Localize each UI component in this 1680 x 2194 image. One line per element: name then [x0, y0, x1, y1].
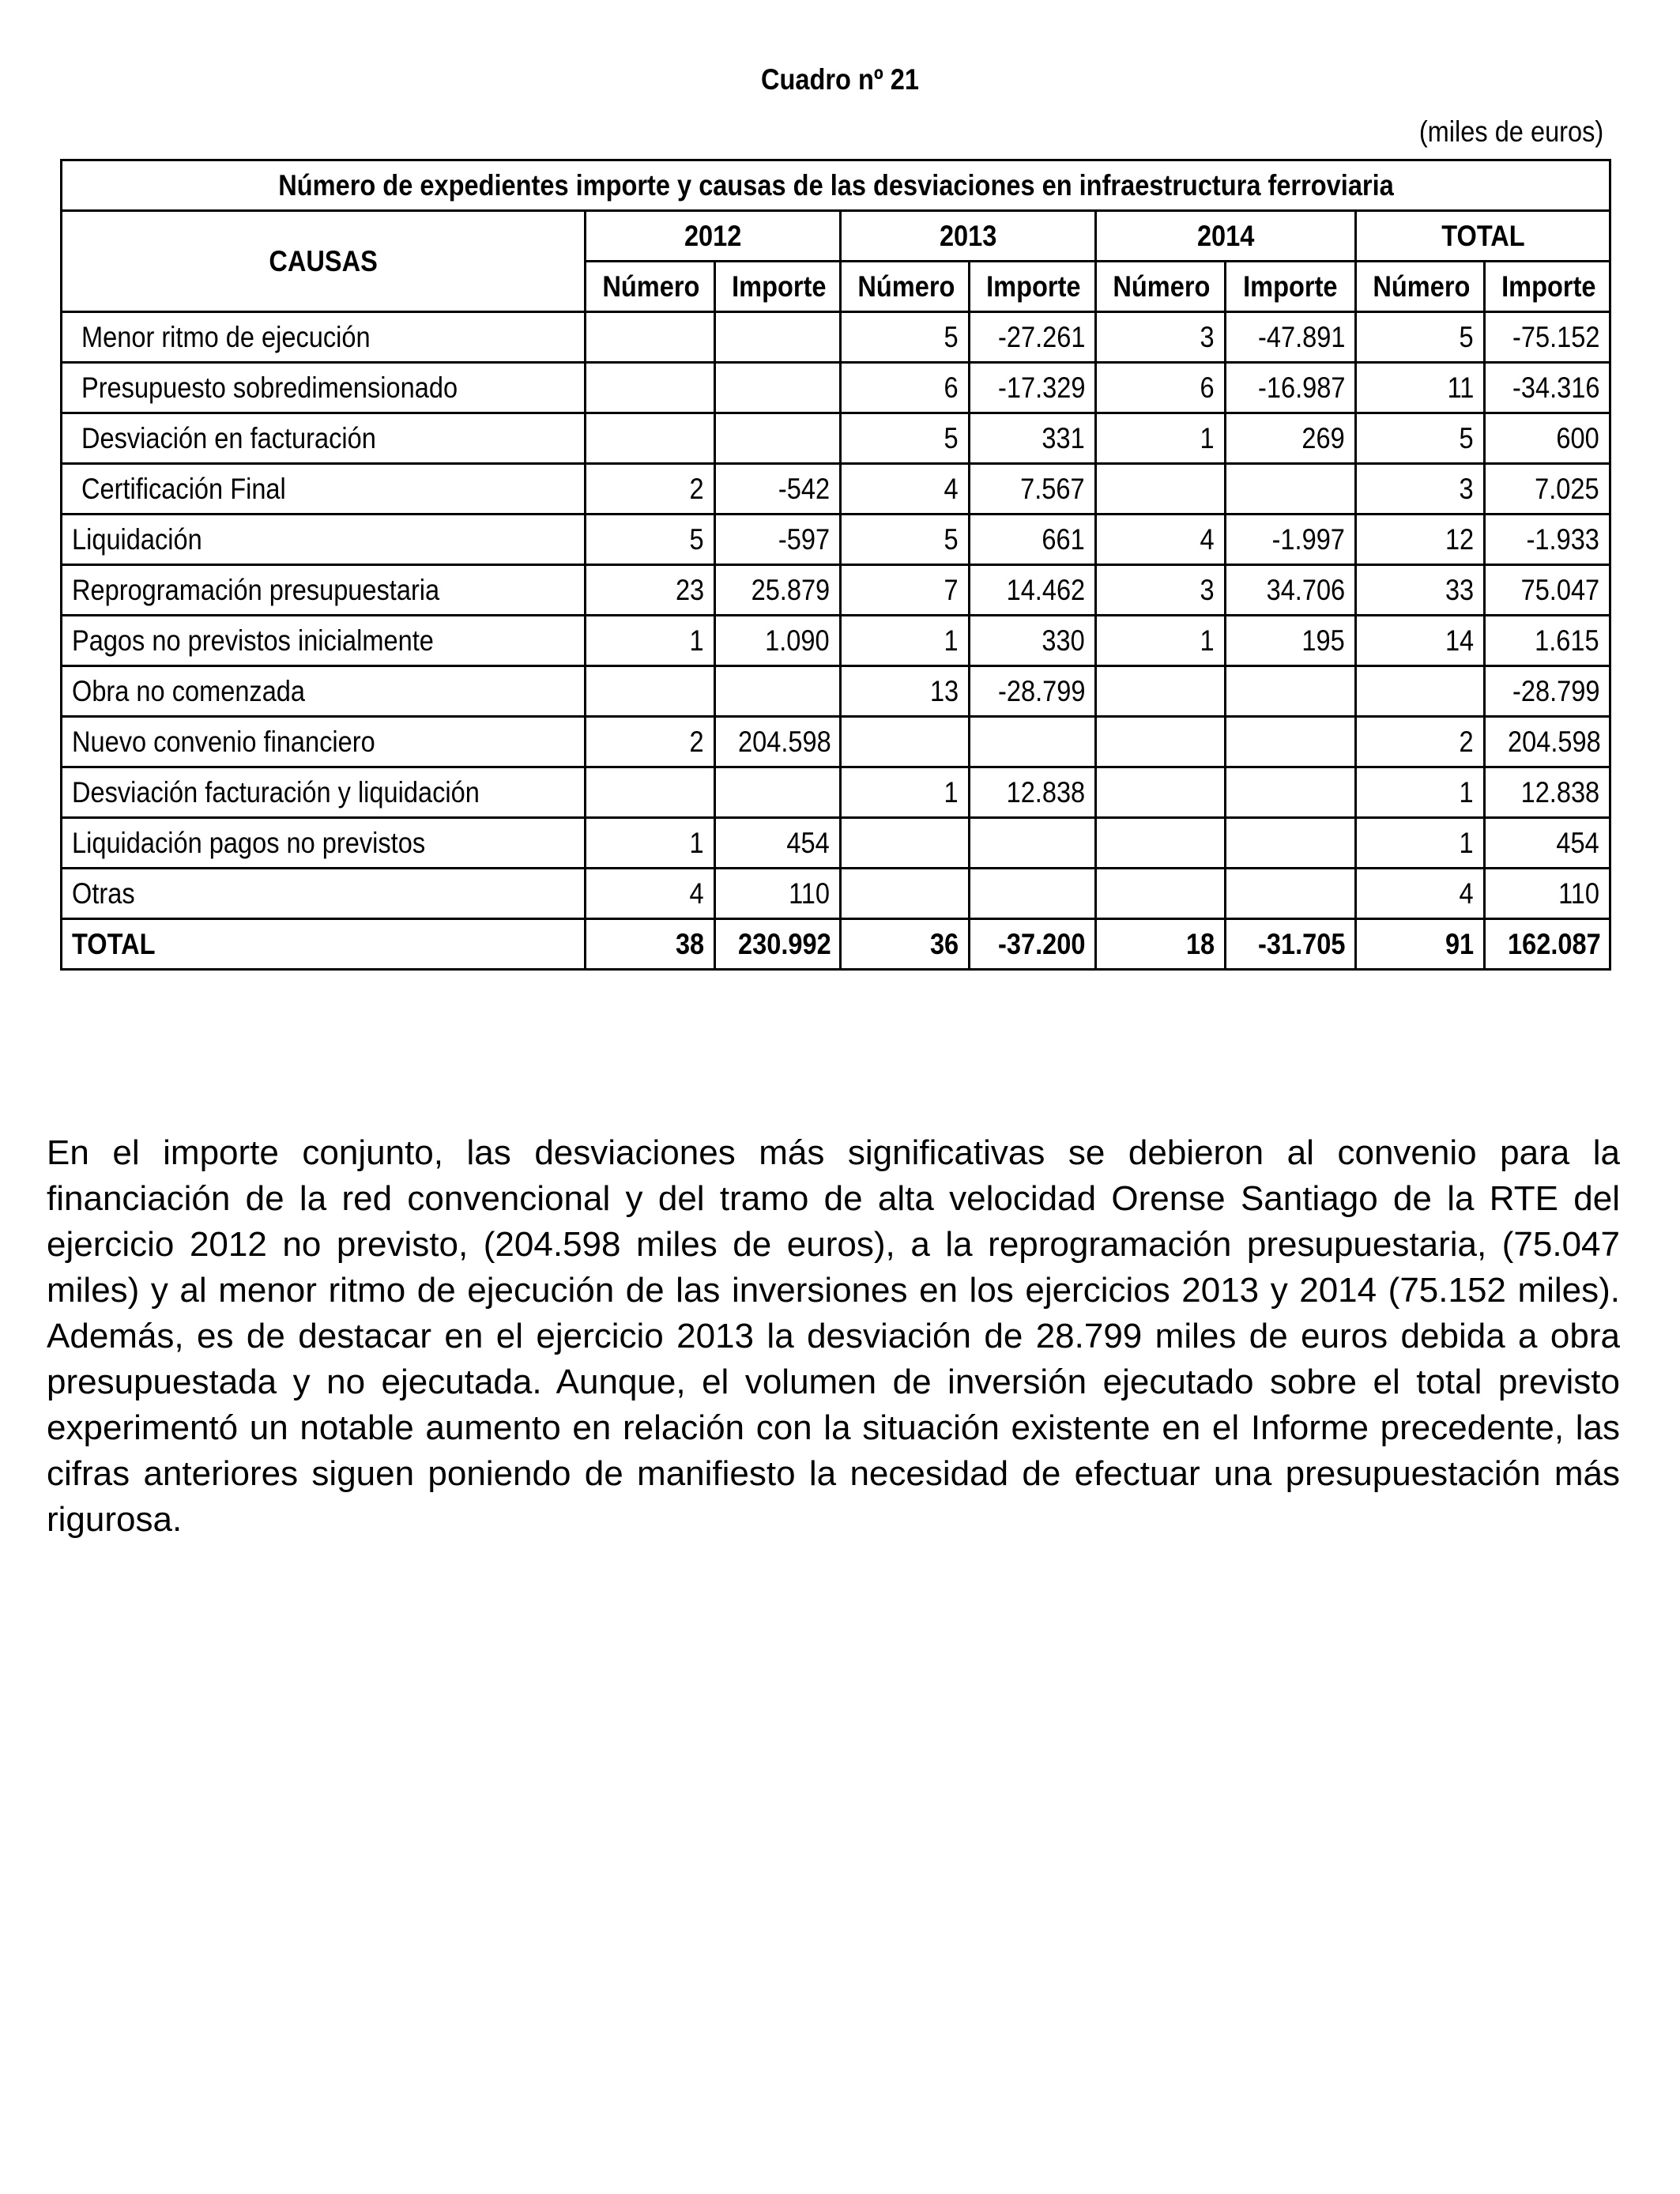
numero-cell — [1096, 464, 1226, 515]
importe-cell — [1226, 717, 1356, 767]
importe-cell: -28.799 — [1485, 666, 1610, 717]
table-caption: Cuadro nº 21 — [760, 63, 920, 96]
importe-cell: 110 — [715, 869, 841, 919]
year-header: 2014 — [1096, 211, 1356, 262]
numero-cell: 4 — [586, 869, 715, 919]
numero-cell: 11 — [1356, 363, 1485, 413]
numero-cell: 1 — [586, 616, 715, 666]
numero-cell — [586, 413, 715, 464]
total-header: TOTAL — [1356, 211, 1610, 262]
row-label: Desviación facturación y liquidación — [62, 767, 586, 818]
numero-subheader: Número — [586, 262, 715, 312]
row-label: Nuevo convenio financiero — [62, 717, 586, 767]
numero-cell: 33 — [1356, 565, 1485, 616]
numero-subheader: Número — [841, 262, 970, 312]
numero-cell — [1096, 818, 1226, 869]
importe-cell: 269 — [1226, 413, 1356, 464]
numero-cell: 1 — [1356, 767, 1485, 818]
importe-cell: 34.706 — [1226, 565, 1356, 616]
numero-cell: 2 — [586, 717, 715, 767]
importe-cell — [1226, 464, 1356, 515]
row-label: Certificación Final — [62, 464, 586, 515]
numero-cell: 4 — [841, 464, 970, 515]
importe-cell — [1226, 869, 1356, 919]
numero-cell — [841, 717, 970, 767]
importe-cell: 7.025 — [1485, 464, 1610, 515]
numero-cell: 4 — [1356, 869, 1485, 919]
importe-cell: -75.152 — [1485, 312, 1610, 363]
numero-cell: 5 — [841, 515, 970, 565]
numero-cell — [586, 666, 715, 717]
importe-cell — [1226, 666, 1356, 717]
total-row — [62, 919, 1610, 970]
body-paragraph — [47, 1130, 1620, 1543]
numero-cell: 5 — [586, 515, 715, 565]
numero-cell: 2 — [586, 464, 715, 515]
table-row — [62, 464, 1610, 515]
numero-cell — [1096, 717, 1226, 767]
importe-cell: -37.200 — [970, 919, 1096, 970]
table-row — [62, 312, 1610, 363]
table-row — [62, 413, 1610, 464]
importe-cell: 75.047 — [1485, 565, 1610, 616]
importe-subheader: Importe — [715, 262, 841, 312]
numero-cell: 4 — [1096, 515, 1226, 565]
row-label: Pagos no previstos inicialmente — [62, 616, 586, 666]
importe-cell — [1226, 818, 1356, 869]
numero-cell: 1 — [586, 818, 715, 869]
table-row — [62, 767, 1610, 818]
numero-cell: 38 — [586, 919, 715, 970]
numero-cell: 6 — [841, 363, 970, 413]
importe-subheader: Importe — [970, 262, 1096, 312]
numero-cell: 5 — [1356, 413, 1485, 464]
row-label: Reprogramación presupuestaria — [62, 565, 586, 616]
table-body — [62, 312, 1610, 970]
row-label: TOTAL — [62, 919, 586, 970]
table-row — [62, 515, 1610, 565]
numero-cell — [1096, 869, 1226, 919]
importe-cell — [715, 666, 841, 717]
numero-cell: 5 — [841, 312, 970, 363]
table-row — [62, 565, 1610, 616]
numero-cell: 5 — [841, 413, 970, 464]
importe-cell — [715, 767, 841, 818]
importe-cell: 204.598 — [715, 717, 841, 767]
row-label: Presupuesto sobredimensionado — [62, 363, 586, 413]
importe-cell: 7.567 — [970, 464, 1096, 515]
row-label: Menor ritmo de ejecución — [62, 312, 586, 363]
importe-cell: -17.329 — [970, 363, 1096, 413]
importe-cell: -597 — [715, 515, 841, 565]
numero-cell: 14 — [1356, 616, 1485, 666]
importe-cell — [970, 717, 1096, 767]
numero-cell: 7 — [841, 565, 970, 616]
importe-cell: 14.462 — [970, 565, 1096, 616]
importe-subheader: Importe — [1226, 262, 1356, 312]
importe-cell: 454 — [715, 818, 841, 869]
numero-cell — [586, 363, 715, 413]
table-row — [62, 616, 1610, 666]
numero-cell: 13 — [841, 666, 970, 717]
importe-cell — [1226, 767, 1356, 818]
importe-cell — [715, 312, 841, 363]
numero-cell — [1096, 666, 1226, 717]
numero-cell: 36 — [841, 919, 970, 970]
importe-cell: 204.598 — [1485, 717, 1610, 767]
numero-cell: 3 — [1096, 312, 1226, 363]
importe-cell: -16.987 — [1226, 363, 1356, 413]
importe-cell: -27.261 — [970, 312, 1096, 363]
numero-cell: 1 — [1096, 616, 1226, 666]
row-label: Liquidación pagos no previstos — [62, 818, 586, 869]
numero-cell — [1096, 767, 1226, 818]
units-note: (miles de euros) — [1418, 115, 1603, 148]
table-row — [62, 717, 1610, 767]
numero-cell: 2 — [1356, 717, 1485, 767]
row-label: Desviación en facturación — [62, 413, 586, 464]
numero-subheader: Número — [1096, 262, 1226, 312]
numero-cell — [841, 869, 970, 919]
numero-cell: 1 — [1356, 818, 1485, 869]
numero-cell: 5 — [1356, 312, 1485, 363]
numero-cell: 1 — [1096, 413, 1226, 464]
numero-cell — [586, 312, 715, 363]
numero-cell: 12 — [1356, 515, 1485, 565]
importe-cell: 12.838 — [970, 767, 1096, 818]
importe-cell: 1.090 — [715, 616, 841, 666]
table-row — [62, 869, 1610, 919]
numero-cell: 6 — [1096, 363, 1226, 413]
row-label: Obra no comenzada — [62, 666, 586, 717]
numero-cell: 3 — [1096, 565, 1226, 616]
numero-cell — [586, 767, 715, 818]
importe-cell: -1.997 — [1226, 515, 1356, 565]
numero-cell: 1 — [841, 767, 970, 818]
importe-cell: 330 — [970, 616, 1096, 666]
importe-cell: -47.891 — [1226, 312, 1356, 363]
row-label: Liquidación — [62, 515, 586, 565]
paragraph-text: En el importe conjunto, las desviaciones más significativas se debieron al convenio para la financiación de la red convencional y del tramo de alta velocidad Orense Santiago de la RTE del ejercicio 2012 no previsto, (204.598 miles de euros), a la reprogramación presupuestaria, (75.047 miles) y al menor ritmo de ejecución de las inversiones en los ejercicios 2013 y 2014 (75.152 miles). Además, es de destacar en el ejercicio 2013 la desviación de 28.799 miles de euros debida a obra presupuestada y no ejecutada. Aunque, el volumen de inversión ejecutado sobre el total previsto experimentó un notable aumento en relación con la situación existente en el Informe precedente, las cifras anteriores siguen poniendo de manifiesto la necesidad de efectuar una presupuestación más rigurosa. — [47, 1133, 1620, 1539]
importe-cell — [715, 413, 841, 464]
importe-cell: 661 — [970, 515, 1096, 565]
row-label: Otras — [62, 869, 586, 919]
numero-cell: 1 — [841, 616, 970, 666]
importe-cell: 195 — [1226, 616, 1356, 666]
table-row — [62, 666, 1610, 717]
importe-cell — [970, 869, 1096, 919]
numero-cell: 91 — [1356, 919, 1485, 970]
numero-subheader: Número — [1356, 262, 1485, 312]
table-title: Número de expedientes importe y causas de las desviaciones en infraestructura ferroviaria — [62, 160, 1610, 211]
importe-cell: 454 — [1485, 818, 1610, 869]
importe-cell: -542 — [715, 464, 841, 515]
importe-cell: -34.316 — [1485, 363, 1610, 413]
table-row — [62, 818, 1610, 869]
importe-cell: 600 — [1485, 413, 1610, 464]
table-row — [62, 363, 1610, 413]
importe-cell — [715, 363, 841, 413]
numero-cell: 3 — [1356, 464, 1485, 515]
numero-cell: 23 — [586, 565, 715, 616]
year-header: 2012 — [586, 211, 841, 262]
numero-cell — [1356, 666, 1485, 717]
importe-cell: -1.933 — [1485, 515, 1610, 565]
importe-cell: 110 — [1485, 869, 1610, 919]
deviations-table — [60, 159, 1611, 971]
importe-cell — [970, 818, 1096, 869]
importe-cell: 230.992 — [715, 919, 841, 970]
importe-cell: -28.799 — [970, 666, 1096, 717]
causas-header: CAUSAS — [62, 211, 586, 312]
numero-cell: 18 — [1096, 919, 1226, 970]
importe-cell: -31.705 — [1226, 919, 1356, 970]
importe-subheader: Importe — [1485, 262, 1610, 312]
importe-cell: 1.615 — [1485, 616, 1610, 666]
year-header: 2013 — [841, 211, 1096, 262]
numero-cell — [841, 818, 970, 869]
importe-cell: 25.879 — [715, 565, 841, 616]
importe-cell: 12.838 — [1485, 767, 1610, 818]
importe-cell: 162.087 — [1485, 919, 1610, 970]
importe-cell: 331 — [970, 413, 1096, 464]
